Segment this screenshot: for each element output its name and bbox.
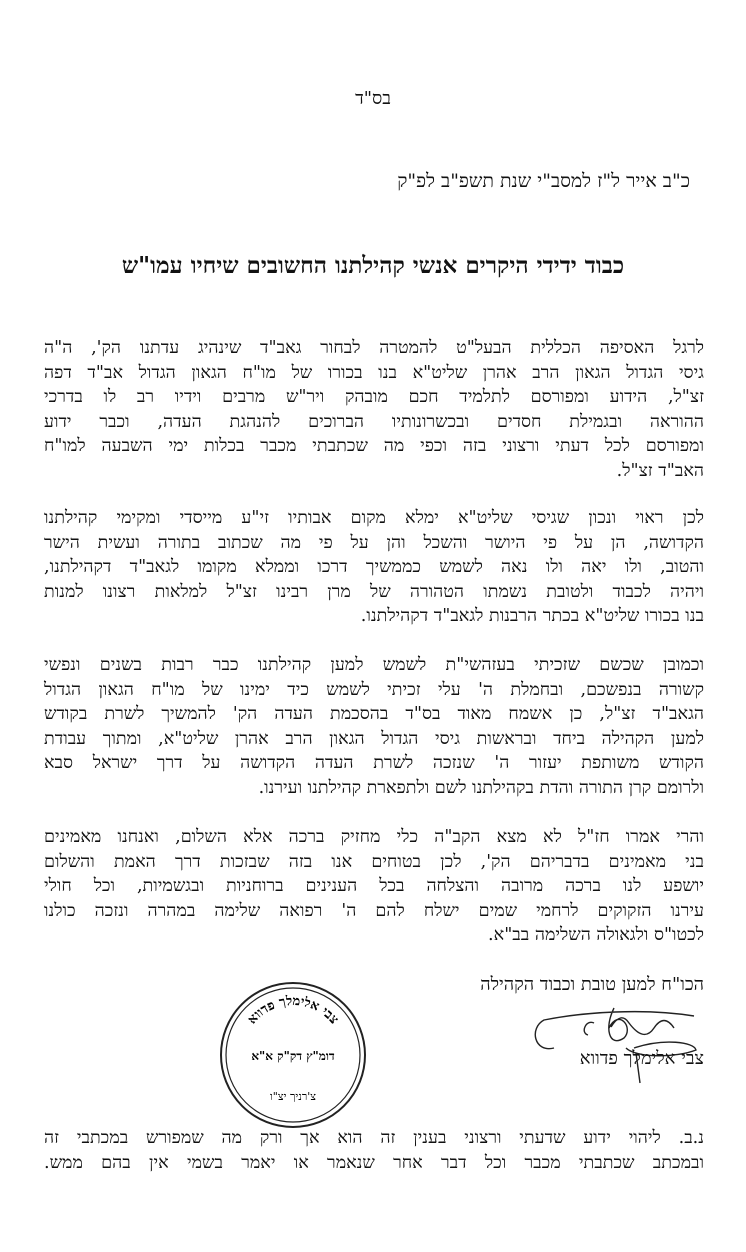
rabbinical-stamp bbox=[218, 980, 368, 1130]
letter-date: כ"ב אייר ל"ז למסב"י שנת תשפ"ב לפ"ק bbox=[397, 170, 690, 192]
handwritten-signature bbox=[524, 998, 704, 1088]
text-line: ומפורסם לכל דעתי ורצוני בזה וכפי מה שכתבתי מכבר בכלות ימי השבעה למו"ח bbox=[44, 436, 704, 457]
text-line: לרגל האסיפה הכללית הבעל"ט להמטרה לבחור גאב"ד שינהיג עדתנו הק', ה"ה bbox=[44, 338, 704, 358]
text-line: למען הקהילה ביחד ובראשות גיסי הגדול הגאון הרב אהרן שליט"א, ומתוך עבודת bbox=[44, 728, 704, 749]
text-line: הקודש משותפת יעזור ה' שנזכה לשרת העדה הקדושה על דרך ישראל סבא bbox=[44, 753, 704, 774]
text-line: לכטו"ס ולגאולה השלימה בב"א. bbox=[488, 925, 704, 946]
svg-text:צ'רניך יצ"ו: צ'רניך יצ"ו bbox=[269, 1090, 317, 1103]
text-line: ויהיה לכבוד ולטובת נשמתו הטהורה של מרן רבינו זצ"ל למלאות רצונו למנות bbox=[44, 581, 704, 602]
paragraph-3 bbox=[44, 653, 704, 801]
svg-text:דומ"ץ דק"ק א"א: דומ"ץ דק"ק א"א bbox=[251, 1049, 335, 1063]
text-line: גיסי הגדול הגאון הרב אהרן שליט"א בנו בכורו של מו"ח הגאון הגדול אב"ד דפה bbox=[44, 362, 704, 383]
text-line: בנו בכורו שליט"א בכתר הרבנות לגאב"ד דקהילתנו. bbox=[360, 606, 704, 627]
text-line: והרי אמרו חז"ל לא מצא הקב"ה כלי מחזיק ברכה אלא השלום, ואנחנו מאמינים bbox=[44, 827, 704, 847]
text-line: וכמובן שכשם שזכיתי בעזהשי"ת לשמש למען קהילתנו כבר רבות בשנים ונפשי bbox=[44, 655, 704, 675]
text-line: ההוראה ובגמילת חסדים ובכשרונותיו הברוכים להנהגת העדה, וכבר ידוע bbox=[44, 411, 704, 432]
text-line: האב"ד זצ"ל. bbox=[616, 460, 704, 481]
svg-text:צבי אלימלך פדווא: צבי אלימלך פדווא bbox=[244, 993, 342, 1028]
letter-title: כבוד ידידי היקרים אנשי קהילתנו החשובים שיחיו עמו"ש bbox=[121, 252, 625, 279]
text-line: הקדושה, הן על פי היושר והשכל והן על פי מה שכתוב בתורה ועשית הישר bbox=[44, 532, 704, 553]
bsd-header: בס"ד bbox=[355, 88, 391, 109]
text-line: זצ"ל, הידוע ומפורסם לתלמיד חכם מובהק ויר"ש מרבים וידיו רב לו בדרכי bbox=[44, 387, 704, 408]
signature-name: צבי אלימלך פדווא bbox=[579, 1048, 704, 1069]
paragraph-1 bbox=[44, 336, 704, 484]
text-line: קשורה בנפשכם, ובחמלת ה' עלי זכיתי לשמש כיד ימינו של מו"ח הגאון הגדול bbox=[44, 679, 704, 700]
text-line: עירנו הזקוקים לרחמי שמים ישלח להם ה' רפואה שלימה במהרה ונזכה כולנו bbox=[44, 900, 704, 921]
text-line: לכן ראוי ונכון שגיסי שליט"א ימלא מקום אבותיו זי"ע מייסדי ומקימי קהילתנו bbox=[44, 508, 704, 528]
text-line: ובמכתב שכתבתי מכבר וכל דבר אחר שנאמר או יאמר בשמי אין בהם ממש. bbox=[44, 1152, 704, 1173]
text-line: יושפע לנו ברכה מרובה והצלחה בכל הענינים ברוחניות ובגשמיות, וכל חולי bbox=[44, 876, 704, 897]
postscript bbox=[44, 1126, 704, 1175]
closing-line: הכו"ח למען טובת וכבוד הקהילה bbox=[480, 974, 704, 995]
text-line: ולרומם קרן התורה והדת בקהילתנו לשם ולתפארת קהילתנו ועירנו. bbox=[258, 777, 704, 798]
paragraph-2 bbox=[44, 506, 704, 629]
paragraph-4 bbox=[44, 825, 704, 948]
text-line: נ.ב. ליהוי ידוע שדעתי ורצוני בענין זה הוא אך ורק מה שמפורש במכתבי זה bbox=[44, 1128, 704, 1148]
text-line: בני מאמינים בדבריהם הק', לכן בטוחים אנו בזה שבזכות דרך האמת והשלום bbox=[44, 851, 704, 872]
text-line: הגאב"ד זצ"ל, כן אשמח מאוד בס"ד בהסכמת העדה הק' להמשיך לשרת בקודש bbox=[44, 704, 704, 725]
text-line: והטוב, ולו יאה ולו נאה לשמש כממשיך דרכו וממלא מקומו לגאב"ד דקהילתנו, bbox=[44, 557, 704, 578]
